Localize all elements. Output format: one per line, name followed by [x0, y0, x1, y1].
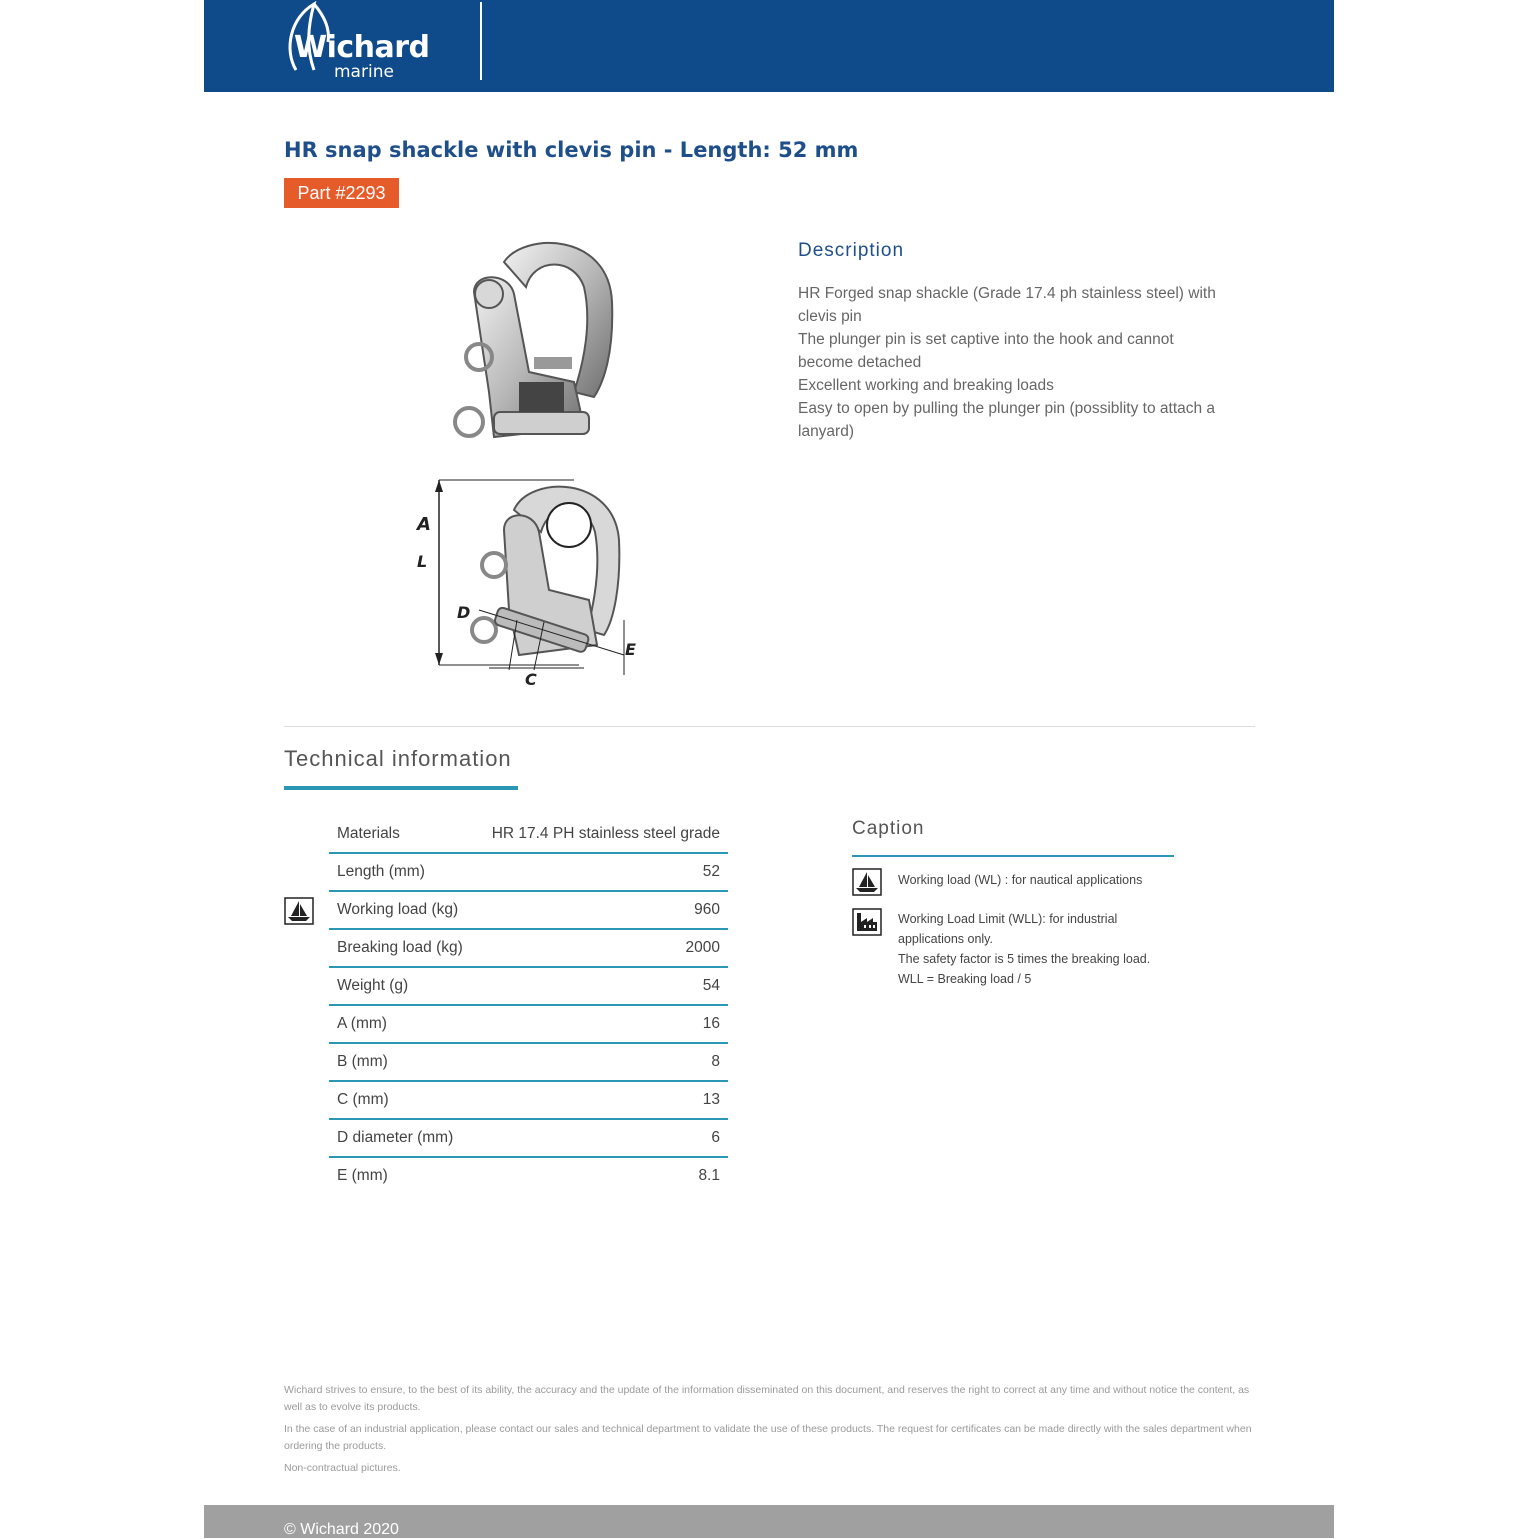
- product-title: HR snap shackle with clevis pin - Length: 52 mm: [284, 138, 859, 162]
- caption-underline: [852, 855, 1174, 857]
- caption-wll-line: WLL = Breaking load / 5: [898, 972, 1032, 986]
- table-row: [329, 968, 728, 1006]
- drawing-shackle-outline: [472, 487, 619, 655]
- brand-name: Wichard: [294, 30, 430, 65]
- spec-label: C (mm): [337, 1091, 389, 1108]
- spec-label: D diameter (mm): [337, 1129, 454, 1146]
- table-row: [329, 1006, 728, 1044]
- legal-disclaimer: [284, 1382, 1254, 1482]
- caption-title: Caption: [852, 818, 925, 839]
- legal-paragraph: Non-contractual pictures.: [284, 1462, 401, 1474]
- description-line: clevis pin: [798, 308, 862, 325]
- spec-label: E (mm): [337, 1167, 388, 1184]
- spec-label: Materials: [337, 825, 400, 842]
- spec-value: 8: [711, 1053, 720, 1070]
- description-line: become detached: [798, 354, 922, 371]
- dim-label-e: E: [625, 640, 636, 659]
- technical-info-title: Technical information: [284, 746, 512, 771]
- dim-label-a: A: [417, 514, 431, 535]
- description-line: The plunger pin is set captive into the hook and cannot: [798, 331, 1174, 348]
- caption-wl-text: Working load (WL) : for nautical applications: [898, 873, 1143, 887]
- spec-label: Weight (g): [337, 977, 409, 994]
- caption-factory-icon: [852, 908, 882, 936]
- footer-bar: [204, 1505, 1334, 1538]
- description-line: Excellent working and breaking loads: [798, 377, 1054, 394]
- description-title: Description: [798, 240, 905, 261]
- spec-value: 13: [702, 1091, 720, 1108]
- specs-table: [329, 816, 728, 1194]
- working-load-sailboat-icon: [284, 897, 314, 925]
- datasheet-page: [204, 0, 1334, 1538]
- description-text: [798, 282, 1238, 443]
- table-row: [329, 854, 728, 892]
- description-line: Easy to open by pulling the plunger pin (possiblity to attach a: [798, 400, 1216, 417]
- table-row: [329, 816, 728, 854]
- description-line: HR Forged snap shackle (Grade 17.4 ph stainless steel) with: [798, 285, 1216, 302]
- technical-info-underline: [284, 786, 518, 790]
- dim-label-c: C: [525, 670, 537, 689]
- dimension-drawing: [409, 470, 649, 700]
- caption-wll-line: applications only.: [898, 932, 993, 946]
- table-row: [329, 1082, 728, 1120]
- table-row: [329, 1044, 728, 1082]
- caption-wll-text: [898, 909, 1188, 989]
- spec-value: 2000: [685, 939, 720, 956]
- spec-value: 52: [702, 863, 720, 880]
- spec-label: B (mm): [337, 1053, 388, 1070]
- footer-copyright: © Wichard 2020: [284, 1521, 399, 1538]
- spec-label: A (mm): [337, 1015, 387, 1032]
- spec-label: Length (mm): [337, 863, 425, 880]
- spec-label: Breaking load (kg): [337, 939, 463, 956]
- product-photo: [434, 232, 624, 457]
- caption-wll-line: Working Load Limit (WLL): for industrial: [898, 912, 1118, 926]
- description-line: lanyard): [798, 423, 854, 440]
- caption-wll-line: The safety factor is 5 times the breaking load.: [898, 952, 1151, 966]
- dim-label-l: L: [417, 552, 428, 571]
- table-row: [329, 930, 728, 968]
- spec-value: 960: [694, 901, 720, 918]
- section-divider: [284, 726, 1255, 727]
- brand-subtitle: marine: [334, 62, 394, 82]
- table-row: [329, 1120, 728, 1158]
- spec-value: 6: [711, 1129, 720, 1146]
- part-number-badge: Part #2293: [284, 178, 399, 208]
- table-row: [329, 892, 728, 930]
- legal-paragraph: In the case of an industrial application, please contact our sales and technical department to validate the use of these products. The request for certificates can be made directly with the sales department when ordering the products.: [284, 1423, 1252, 1452]
- table-row: [329, 1158, 728, 1194]
- caption-sailboat-icon: [852, 868, 882, 896]
- brand-logo: [284, 0, 484, 92]
- dim-label-d: D: [457, 603, 471, 622]
- spec-value: HR 17.4 PH stainless steel grade: [491, 825, 720, 842]
- spec-label: Working load (kg): [337, 901, 459, 918]
- header-bar: [204, 0, 1334, 92]
- legal-paragraph: Wichard strives to ensure, to the best of its ability, the accuracy and the update of the information disseminated on this document, and reserves the right to correct at any time and without notice the content, as well as to evolve its products.: [284, 1384, 1250, 1413]
- spec-value: 54: [702, 977, 720, 994]
- spec-value: 8.1: [698, 1167, 720, 1184]
- header-divider: [480, 2, 482, 80]
- spec-value: 16: [702, 1015, 720, 1032]
